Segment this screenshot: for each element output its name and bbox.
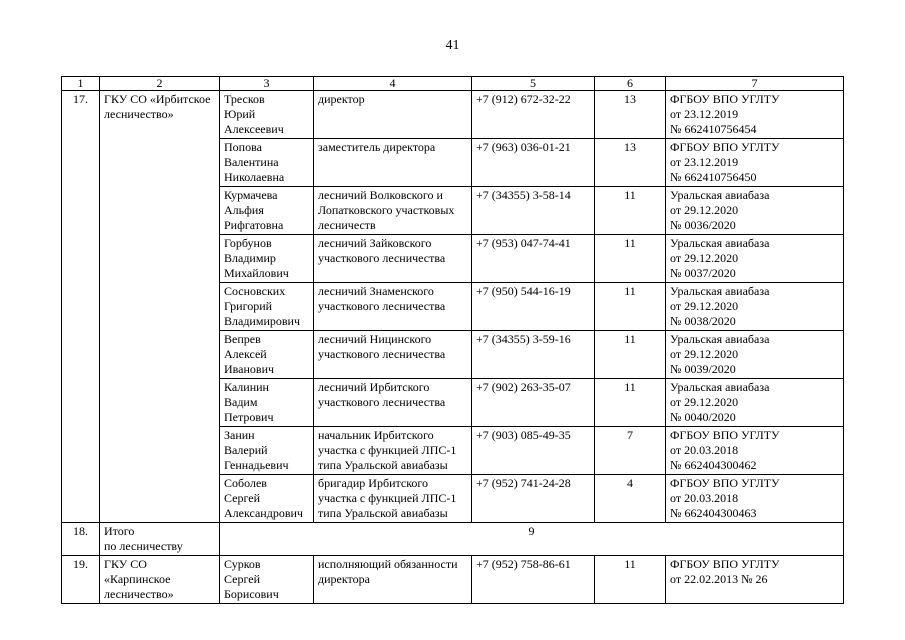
- employee-document: Уральская авиабаза от 29.12.2020 № 0036/2020: [666, 187, 844, 235]
- employee-position: бригадир Ирбитского участка с функцией ЛПС-1 типа Уральской авиабазы: [314, 475, 472, 523]
- employee-position: лесничий Зайковского участкового лесничества: [314, 235, 472, 283]
- table-row: [62, 556, 844, 604]
- employee-position: заместитель директора: [314, 139, 472, 187]
- total-row: [62, 523, 844, 556]
- employee-position: исполняющий обязанности директора: [314, 556, 472, 604]
- employee-name: Вепрев Алексей Иванович: [220, 331, 314, 379]
- employee-phone: +7 (34355) 3-59-16: [472, 331, 595, 379]
- forestry-staff-table: [61, 76, 844, 604]
- employee-name: Курмачева Альфия Рифгатовна: [220, 187, 314, 235]
- employee-name: Сосновских Григорий Владимирович: [220, 283, 314, 331]
- header-cell: 5: [472, 77, 595, 91]
- header-cell: 4: [314, 77, 472, 91]
- employee-hours: 13: [595, 91, 666, 139]
- employee-hours: 7: [595, 427, 666, 475]
- employee-document: Уральская авиабаза от 29.12.2020 № 0038/2020: [666, 283, 844, 331]
- employee-document: Уральская авиабаза от 29.12.2020 № 0040/2020: [666, 379, 844, 427]
- employee-hours: 11: [595, 283, 666, 331]
- employee-document: ФГБОУ ВПО УГЛТУ от 23.12.2019 № 662410756450: [666, 139, 844, 187]
- table-row: [62, 91, 844, 139]
- employee-name: Занин Валерий Геннадьевич: [220, 427, 314, 475]
- employee-phone: +7 (952) 741-24-28: [472, 475, 595, 523]
- employee-document: ФГБОУ ВПО УГЛТУ от 20.03.2018 № 662404300462: [666, 427, 844, 475]
- employee-name: Калинин Вадим Петрович: [220, 379, 314, 427]
- header-cell: 3: [220, 77, 314, 91]
- header-cell: 6: [595, 77, 666, 91]
- employee-hours: 11: [595, 379, 666, 427]
- employee-hours: 11: [595, 556, 666, 604]
- employee-hours: 11: [595, 331, 666, 379]
- employee-document: ФГБОУ ВПО УГЛТУ от 20.03.2018 № 662404300463: [666, 475, 844, 523]
- employee-phone: +7 (902) 263-35-07: [472, 379, 595, 427]
- employee-hours: 13: [595, 139, 666, 187]
- employee-name: Сурков Сергей Борисович: [220, 556, 314, 604]
- employee-hours: 11: [595, 187, 666, 235]
- row-number: 18.: [62, 523, 100, 556]
- employee-document: Уральская авиабаза от 29.12.2020 № 0039/2020: [666, 331, 844, 379]
- employee-phone: +7 (912) 672-32-22: [472, 91, 595, 139]
- employee-document: ФГБОУ ВПО УГЛТУ от 22.02.2013 № 26: [666, 556, 844, 604]
- employee-position: лесничий Ницинского участкового лесничества: [314, 331, 472, 379]
- header-cell: 2: [100, 77, 220, 91]
- employee-position: лесничий Знаменского участкового лесничества: [314, 283, 472, 331]
- employee-phone: +7 (34355) 3-58-14: [472, 187, 595, 235]
- employee-document: Уральская авиабаза от 29.12.2020 № 0037/2020: [666, 235, 844, 283]
- employee-position: лесничий Ирбитского участкового лесничества: [314, 379, 472, 427]
- employee-name: Горбунов Владимир Михайлович: [220, 235, 314, 283]
- total-label: Итого по лесничеству: [100, 523, 220, 556]
- row-number: 19.: [62, 556, 100, 604]
- row-number: 17.: [62, 91, 100, 523]
- employee-phone: +7 (953) 047-74-41: [472, 235, 595, 283]
- employee-phone: +7 (952) 758-86-61: [472, 556, 595, 604]
- page-number: 41: [445, 38, 460, 53]
- header-cell: 7: [666, 77, 844, 91]
- employee-name: Соболев Сергей Александрович: [220, 475, 314, 523]
- organization-name: ГКУ СО «Карпинское лесничество»: [100, 556, 220, 604]
- employee-position: лесничий Волковского и Лопатковского участковых лесничеств: [314, 187, 472, 235]
- employee-phone: +7 (950) 544-16-19: [472, 283, 595, 331]
- employee-phone: +7 (903) 085-49-35: [472, 427, 595, 475]
- employee-phone: +7 (963) 036-01-21: [472, 139, 595, 187]
- total-value: 9: [220, 523, 844, 556]
- employee-hours: 11: [595, 235, 666, 283]
- header-cell: 1: [62, 77, 100, 91]
- organization-name: ГКУ СО «Ирбитское лесничество»: [100, 91, 220, 523]
- employee-document: ФГБОУ ВПО УГЛТУ от 23.12.2019 № 662410756454: [666, 91, 844, 139]
- employee-hours: 4: [595, 475, 666, 523]
- header-row: [62, 77, 844, 91]
- employee-name: Тресков Юрий Алексеевич: [220, 91, 314, 139]
- employee-position: начальник Ирбитского участка с функцией ЛПС-1 типа Уральской авиабазы: [314, 427, 472, 475]
- employee-name: Попова Валентина Николаевна: [220, 139, 314, 187]
- employee-position: директор: [314, 91, 472, 139]
